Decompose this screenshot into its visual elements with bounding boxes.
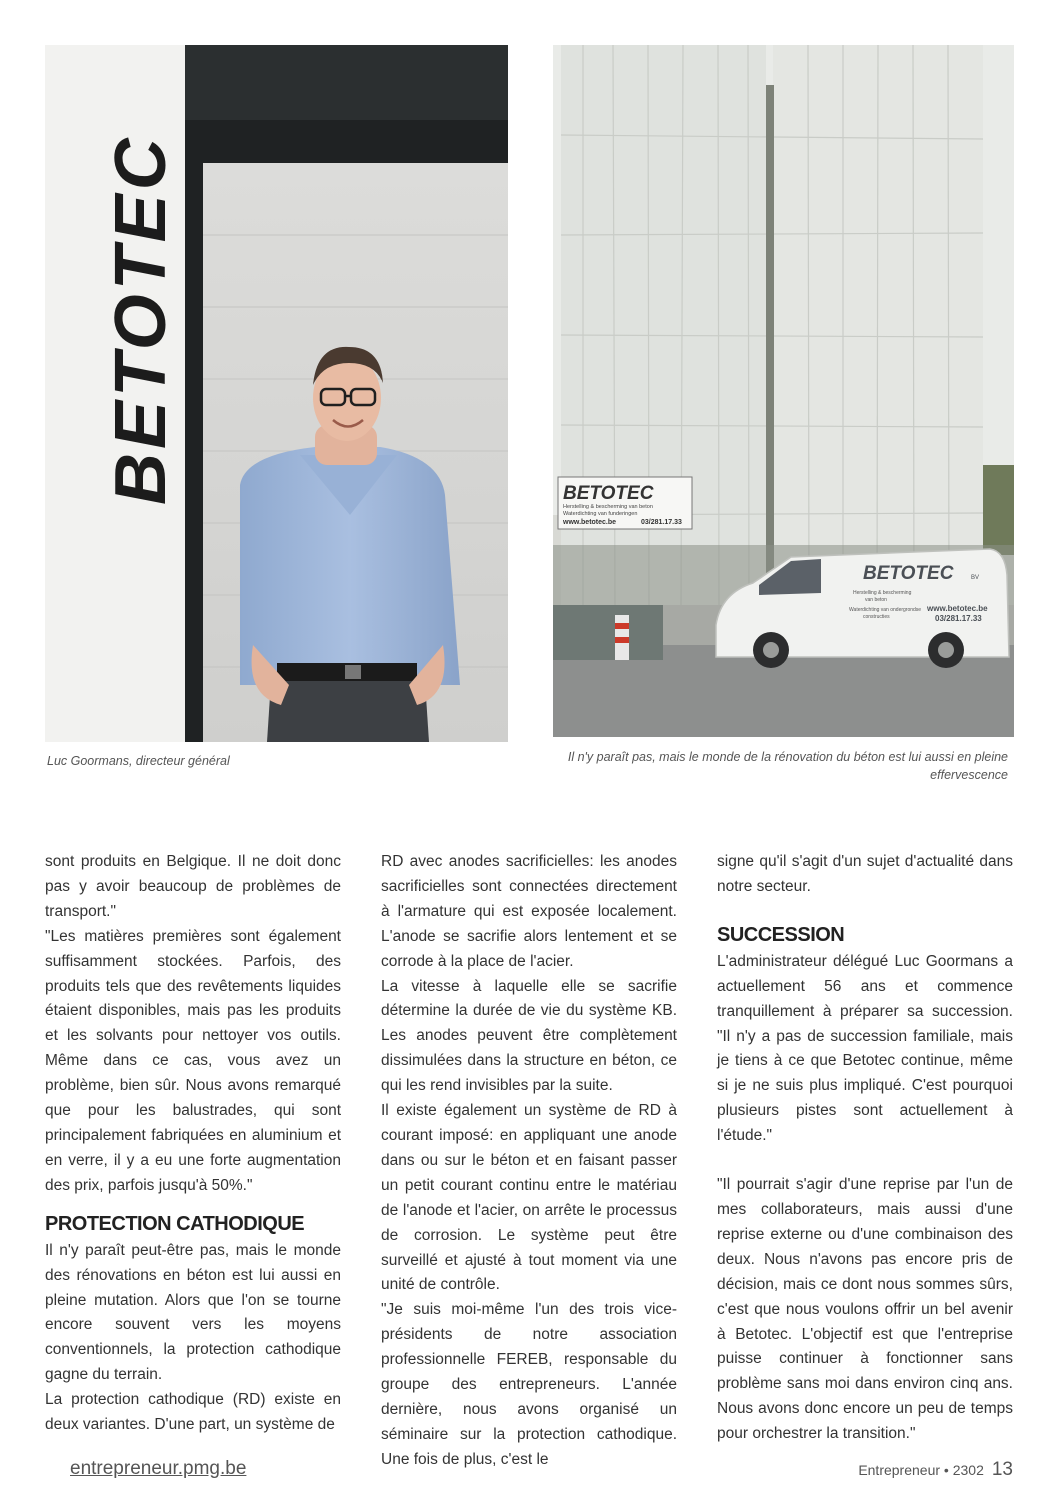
- paragraph: Il existe également un système de RD à courant imposé: en appliquant une anode dans ou sur le béton et en faisant passer un petit courant continu entre le matériau de l'anode et l'acier, on arrête le processus de corrosion. Le système peut être surveillé et ajusté à tout moment via une unité de contrôle.: [381, 1102, 677, 1294]
- banner-line1: Herstelling & bescherming van beton: [563, 504, 653, 510]
- section-heading-protection: PROTECTION CATHODIQUE: [45, 1212, 305, 1235]
- page-footer: [858, 1459, 1013, 1481]
- van-phone: 03/281.17.33: [935, 614, 982, 623]
- van-line3: Waterdichting van ondergrondse: [849, 607, 922, 613]
- banner-url: www.betotec.be: [563, 519, 617, 526]
- building-sign: BETOTEC: [101, 134, 181, 505]
- paragraph: sont produits en Belgique. Il ne doit donc pas y avoir beaucoup de problèmes de transport.": [45, 853, 341, 920]
- van-url: www.betotec.be: [927, 604, 988, 613]
- van-line2: van beton: [865, 597, 887, 603]
- banner-line2: Waterdichting van funderingen: [563, 511, 638, 517]
- van-suffix: BV: [971, 575, 980, 581]
- paragraph: "Je suis moi-même l'un des trois vice-présidents de notre association professionnelle FEREB, responsable du groupe des entrepreneurs. L'année dernière, nous avons organisé un séminaire sur la protection cathodique. Une fois de plus, c'est le: [381, 1301, 677, 1468]
- portrait-photo: [45, 45, 508, 742]
- banner-brand: BETOTEC: [563, 483, 654, 504]
- paragraph-gap: [717, 1149, 1013, 1173]
- portrait-illustration: [45, 45, 508, 742]
- renovation-site-photo: [553, 45, 1014, 737]
- van-line4: constructies: [863, 614, 890, 620]
- article-column-2: [381, 850, 677, 1473]
- banner-phone: 03/281.17.33: [641, 519, 682, 526]
- paragraph: "Il pourrait s'agir d'une reprise par l'un de mes collaborateurs, mais aussi d'une reprise externe ou d'une combinaison des deux. Nous n'avons pas encore pris de décision, mais ce dont nous sommes sûrs, c'est que nous voulons offrir un bel avenir à Betotec. L'objectif est que l'entreprise puisse continuer à fonctionner sans problème sans moi dans environ cinq ans. Nous avons donc encore un peu de temps pour orchestrer la transition.": [717, 1176, 1013, 1443]
- paragraph: Il n'y paraît peut-être pas, mais le monde des rénovations en béton est lui aussi en pleine mutation. Alors que l'on se tourne encore souvent vers les moyens conventionnels, la protection cathodique gagne du terrain.: [45, 1241, 341, 1384]
- site-caption: Il n'y paraît pas, mais le monde de la rénovation du béton est lui aussi en pleine effervescence: [567, 750, 1008, 782]
- van-line1: Herstelling & bescherming: [853, 590, 912, 596]
- paragraph: signe qu'il s'agit d'un sujet d'actualité dans notre secteur.: [717, 853, 1013, 895]
- paragraph: RD avec anodes sacrificielles: les anodes sacrificielles sont connectées directement à l'armature qui est exposée localement. L'anode se sacrifie alors lentement et se corrode à la place de l'acier.: [381, 853, 677, 970]
- renovation-site-illustration: [553, 45, 1014, 737]
- paragraph: "Les matières premières sont également suffisamment stockées. Parfois, des produits tels que des revêtements liquides étaient disponibles, mais pas les produits et les solvants pour nettoyer vos outils. Même dans ce cas, vous avez un problème, bien sûr. Nous avons remarqué que pour les balustrades, qui sont principalement fabriquées en aluminium et en verre, il y a eu une forte augmentation des prix, parfois jusqu'à 50%.": [45, 927, 341, 1194]
- issue-label: Entrepreneur • 2302: [858, 1462, 984, 1478]
- paragraph: La protection cathodique (RD) existe en deux variantes. D'une part, un système de: [45, 1391, 341, 1434]
- page-number: 13: [991, 1459, 1013, 1480]
- van-brand: BETOTEC: [863, 563, 954, 584]
- paragraph: L'administrateur délégué Luc Goormans a actuellement 56 ans et commence tranquillement à préparer sa succession. "Il n'y a pas de succession familiale, mais je tiens à ce que Betotec continue, même si je ne suis plus impliqué. C'est pourquoi plusieurs pistes sont actuellement à l'étude.": [717, 952, 1013, 1145]
- article-column-3: [717, 850, 1013, 1447]
- paragraph: La vitesse à laquelle elle se sacrifie détermine la durée de vie du système KB. Les anodes peuvent être complètement dissimulées dans la structure en béton, ce qui les rend invisibles par la suite.: [381, 977, 677, 1095]
- article-column-1: [45, 850, 341, 1438]
- section-heading-succession: SUCCESSION: [717, 923, 845, 946]
- portrait-caption: Luc Goormans, directeur général: [47, 754, 230, 768]
- website-link[interactable]: entrepreneur.pmg.be: [70, 1458, 247, 1479]
